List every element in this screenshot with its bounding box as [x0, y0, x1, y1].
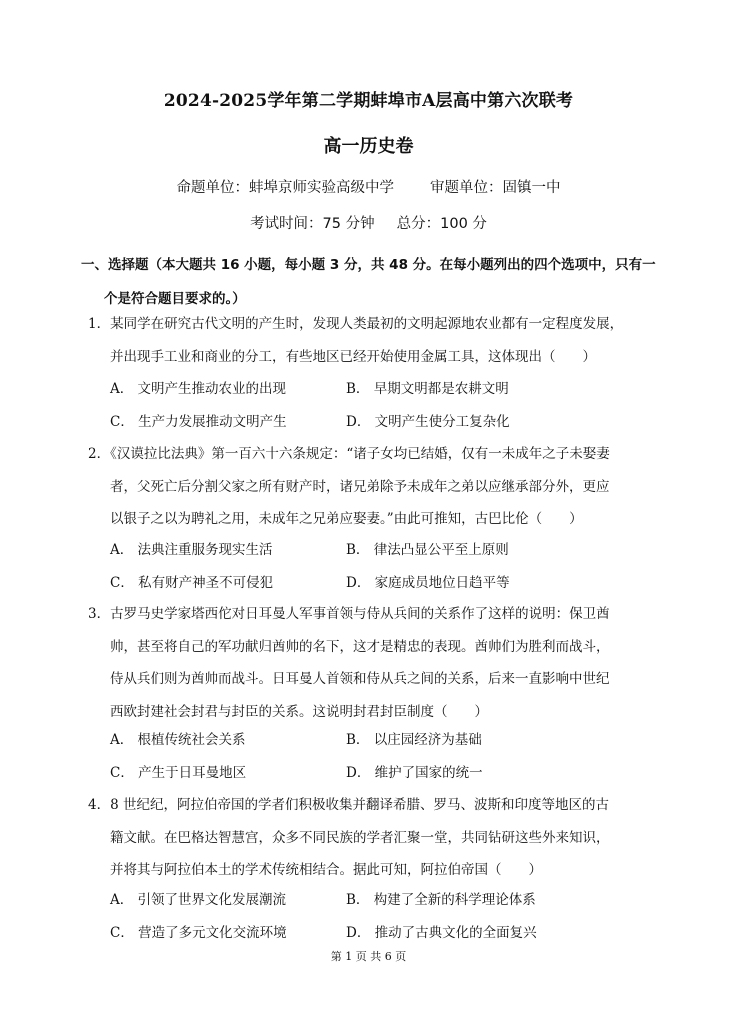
option-c: C． 产生于日耳曼地区 [110, 764, 247, 781]
option-a: A． 根植传统社会关系 [110, 732, 246, 748]
option-c: C． 生产力发展推动文明产生 [110, 413, 287, 430]
question-line: 以银子之以为聘礼之用，未成年之兄弟应娶妻。”由此可推知，古巴比伦（ ） [110, 511, 583, 527]
question-line: 者，父死亡后分割父家之所有财产时，诸兄弟除予未成年之弟以应继承部分外，更应 [110, 478, 610, 495]
question-2 [88, 438, 668, 536]
exam-units [0, 176, 737, 197]
question-line: 籍文献。在巴格达智慧宫，众多不同民族的学者汇聚一堂，共同钻研这些外来知识， [110, 829, 610, 846]
page-footer: 第 1 页 共 6 页 [330, 950, 407, 963]
question-2-options [110, 534, 650, 599]
option-d: D． 维护了国家的统一 [346, 764, 483, 781]
question-3-options [110, 724, 650, 789]
total-score: 总分：100 分 [396, 216, 487, 232]
option-c: C． 私有财产神圣不可侵犯 [110, 574, 274, 591]
exam-title: 2024-2025学年第二学期蚌埠市A层高中第六次联考 [163, 91, 574, 111]
option-c: C． 营造了多元文化交流环境 [110, 924, 287, 941]
question-line: 侍从兵们则为酋帅而战斗。日耳曼人首领和侍从兵之间的关系，后来一直影响中世纪 [110, 671, 610, 687]
section-heading-line-1: 一、选择题（本大题共 16 小题，每小题 3 分，共 48 分。在每小题列出的四个选项中，只有一 [81, 257, 656, 273]
exam-time: 考试时间：75 分钟 [250, 216, 375, 232]
question-line: 西欧封建社会封君与封臣的关系。这说明封君封臣制度（ ） [110, 703, 488, 720]
question-3 [88, 598, 668, 728]
section-heading [81, 248, 669, 316]
option-a: A． 法典注重服务现实生活 [110, 542, 273, 558]
exam-subtitle: 高一历史卷 [323, 136, 414, 157]
option-b: B． 以庄园经济为基础 [346, 732, 482, 748]
question-line: 帅，甚至将自己的军功献归酋帅的名下，这才是精忠的表现。酋帅们为胜利而战斗， [110, 638, 610, 655]
question-1-options [110, 373, 650, 438]
option-a: A． 引领了世界文化发展潮流 [110, 892, 287, 908]
question-4 [88, 789, 668, 887]
question-1 [88, 308, 668, 373]
option-a: A． 文明产生推动农业的出现 [110, 381, 287, 397]
question-line: 4．8 世纪纪，阿拉伯帝国的学者们积极收集并翻译希腊、罗马、波斯和印度等地区的古 [88, 797, 609, 813]
question-4-options [110, 884, 650, 949]
question-line: 1．某同学在研究古代文明的产生时，发现人类最初的文明起源地农业都有一定程度发展， [88, 316, 624, 332]
option-d: D． 文明产生使分工复杂化 [346, 413, 510, 430]
question-line: 2．《汉谟拉比法典》第一百六十六条规定：“诸子女均已结婚，仅有一未成年之子未娶妻 [88, 446, 610, 462]
option-b: B． 构建了全新的科学理论体系 [346, 892, 536, 908]
option-d: D． 家庭成员地位日趋平等 [346, 574, 510, 591]
exam-info [0, 212, 737, 233]
question-line: 并出现手工业和商业的分工，有些地区已经开始使用金属工具，这体现出（ ） [110, 348, 596, 365]
question-line: 并将其与阿拉伯本土的学术传统相结合。据此可知，阿拉伯帝国（ ） [110, 862, 542, 878]
option-d: D． 推动了古典文化的全面复兴 [346, 924, 537, 941]
option-b: B． 律法凸显公平至上原则 [346, 542, 509, 558]
review-unit: 审题单位：固镇一中 [430, 180, 561, 196]
option-b: B． 早期文明都是农耕文明 [346, 381, 509, 397]
section-heading-line-2: 个是符合题目要求的。） [104, 291, 246, 307]
question-line: 3．古罗马史学家塔西佗对日耳曼人军事首领与侍从兵间的关系作了这样的说明：保卫酋 [88, 606, 610, 622]
author-unit: 命题单位：蚌埠京师实验高级中学 [176, 180, 394, 196]
